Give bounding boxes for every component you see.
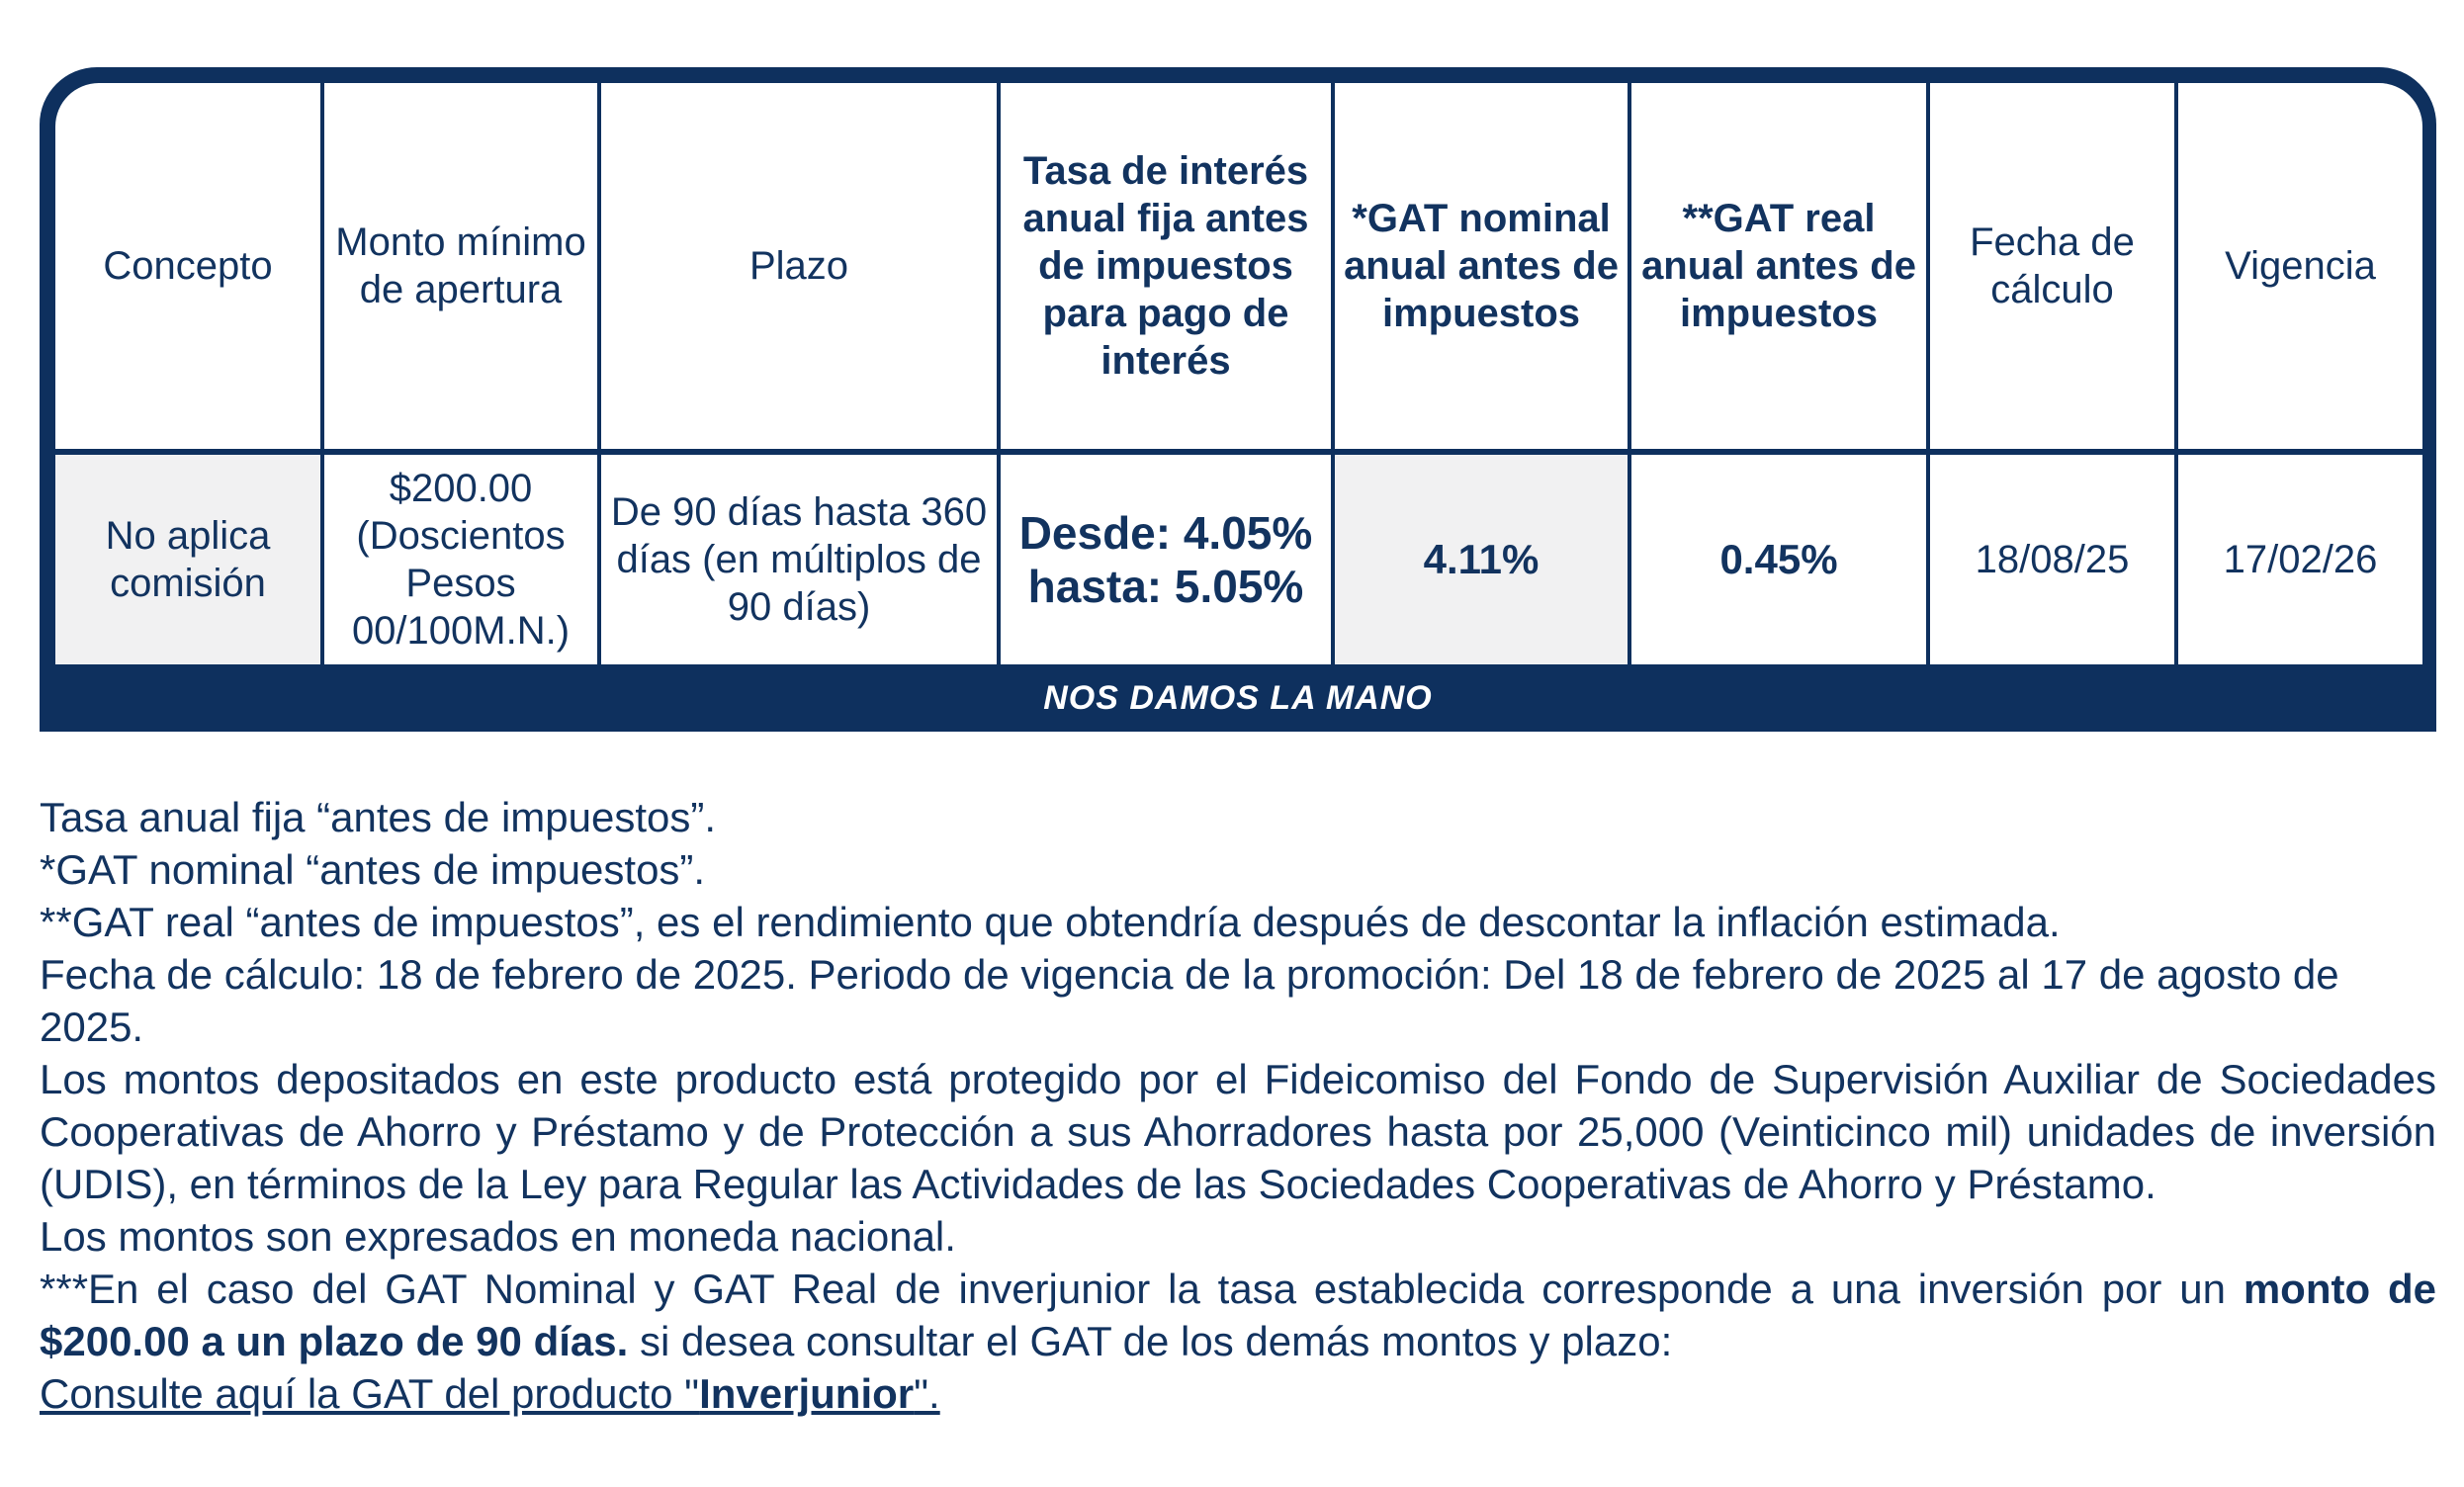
header-monto-minimo: Monto mínimo de apertura: [324, 83, 597, 449]
legal-notes: [40, 791, 2436, 1420]
note-fecha: Fecha de cálculo: 18 de febrero de 2025. Periodo de vigencia de la promoción: Del 18 de febrero de 2025 al 17 de agosto de 2025.: [40, 951, 2339, 1050]
note-inverjunior-pre: ***En el caso del GAT Nominal y GAT Real de inverjunior la tasa establecida corresponde a una inversión por un: [40, 1266, 2244, 1312]
link-post[interactable]: ".: [914, 1370, 940, 1417]
header-plazo: Plazo: [601, 83, 997, 449]
cell-concepto: No aplica comisión: [55, 455, 320, 664]
gat-inverjunior-link[interactable]: [40, 1370, 940, 1417]
header-vigencia: Vigencia: [2178, 83, 2422, 449]
note-inverjunior-bold: monto de $200.00 a un plazo de 90 días.: [40, 1266, 2436, 1364]
cell-gat-real: 0.45%: [1631, 455, 1926, 664]
note-moneda: Los montos son expresados en moneda nacional.: [40, 1213, 956, 1260]
cell-tasa: [1001, 455, 1331, 664]
note-gat-real: **GAT real “antes de impuestos”, es el rendimiento que obtendría después de descontar la inflación estimada.: [40, 899, 2061, 945]
note-tasa: Tasa anual fija “antes de impuestos”.: [40, 794, 717, 840]
tasa-hasta: hasta: 5.05%: [1027, 561, 1304, 612]
header-gat-nominal: *GAT nominal anual antes de impuestos: [1335, 83, 1628, 449]
header-tasa-interes: Tasa de interés anual fija antes de impuestos para pago de interés: [1001, 83, 1331, 449]
cell-vigencia: 17/02/26: [2178, 455, 2422, 664]
note-gat-nominal: *GAT nominal “antes de impuestos”.: [40, 846, 706, 893]
gat-link-line: [40, 1367, 2436, 1420]
header-fecha-calculo: Fecha de cálculo: [1930, 83, 2174, 449]
note-fideicomiso: Los montos depositados en este producto está protegido por el Fideicomiso del Fondo de Supervisión Auxiliar de Sociedades Cooperativas de Ahorro y Préstamo y de Protección a sus Ahorradores hasta por 25,000 (Veinticinco mil) unidades de inversión (UDIS), en términos de la Ley para Regular las Actividades de las Sociedades Cooperativas de Ahorro y Préstamo.: [40, 1056, 2436, 1207]
rates-table: [55, 83, 2422, 664]
cell-gat-nominal: 4.11%: [1335, 455, 1628, 664]
header-gat-real: **GAT real anual antes de impuestos: [1631, 83, 1926, 449]
cell-monto: $200.00 (Doscientos Pesos 00/100M.N.): [324, 455, 597, 664]
slogan-band: NOS DAMOS LA MANO: [40, 664, 2436, 732]
link-pre[interactable]: Consulte aquí la GAT del producto ": [40, 1370, 700, 1417]
cell-plazo: De 90 días hasta 360 días (en múltiplos de 90 días): [601, 455, 997, 664]
tasa-desde: Desde: 4.05%: [1018, 507, 1313, 559]
cell-fecha-calculo: 18/08/25: [1930, 455, 2174, 664]
header-concepto: Concepto: [55, 83, 320, 449]
note-inverjunior: [40, 1263, 2436, 1367]
note-inverjunior-post: si desea consultar el GAT de los demás montos y plazo:: [628, 1318, 1673, 1364]
link-product[interactable]: Inverjunior: [699, 1370, 915, 1417]
